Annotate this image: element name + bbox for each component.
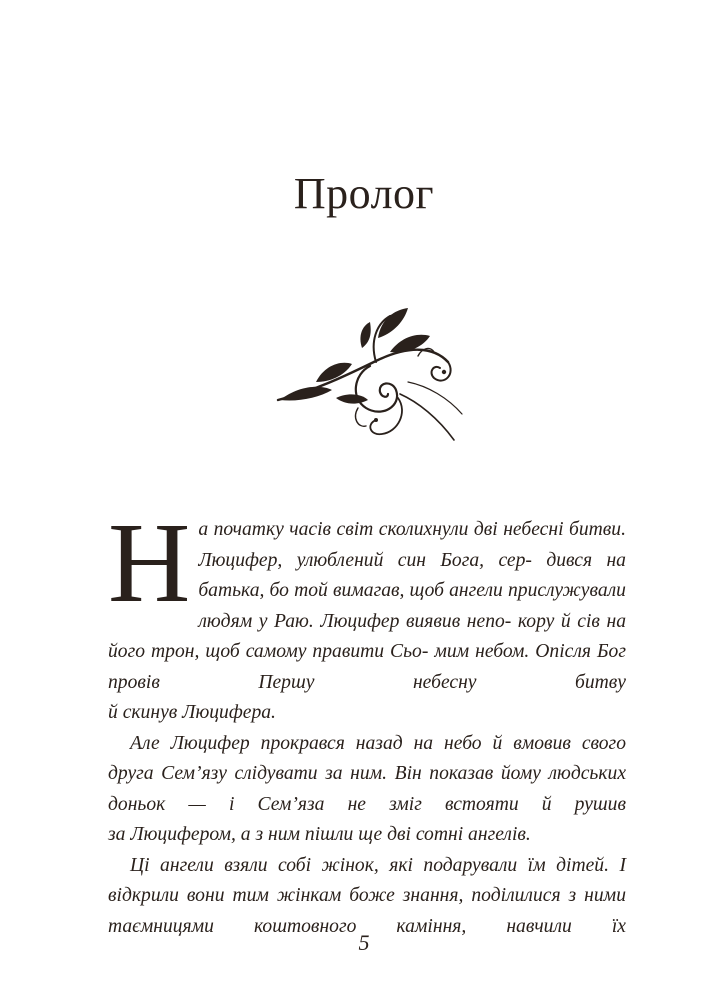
drop-cap: Н <box>108 499 191 626</box>
text-line: свого друга Сем’язу слідувати за ним. Він показав йому <box>108 732 626 784</box>
text-line: людських доньок — і Сем’яза не зміг встояти й рушив <box>108 763 627 815</box>
text-line: кору й сів на його трон, щоб самому правити Сьо- <box>108 610 627 662</box>
text-line: битви. Люцифер, улюблений син Бога, сер- <box>198 519 626 571</box>
text-line: прислужували людям у Раю. Люцифер виявив непо- <box>198 580 626 632</box>
text-line: а початку часів світ сколихнули дві небесні <box>198 519 564 540</box>
text-line: Ці ангели взяли собі жінок, які подарували їм дітей. <box>130 854 609 876</box>
prologue-text <box>108 499 627 942</box>
text-line: дився на батька, бо той вимагав, щоб ангели <box>198 549 626 601</box>
floral-flourish-icon <box>258 302 478 452</box>
paragraph-1 <box>108 499 627 698</box>
chapter-title: Пролог <box>293 169 435 218</box>
text-line: з ними таємницями коштовного каміння, навчили їх <box>108 885 626 937</box>
paragraph-3 <box>108 851 626 943</box>
paragraph-1-end <box>108 698 626 729</box>
text-line: й скинув Люцифера. <box>108 702 276 723</box>
paragraph-2-end <box>108 820 626 851</box>
text-line: за Люцифером, а з ним пішли ще дві сотні ангелів. <box>108 824 531 845</box>
text-line: Але Люцифер прокрався назад на небо й вмовив <box>130 732 571 754</box>
page-number: 5 <box>358 930 370 955</box>
paragraph-2 <box>108 729 626 821</box>
text-line: мим небом. Опісля Бог провів Першу небесну битву <box>108 641 626 693</box>
text-line: І відкрили вони тим жінкам боже знання, поділилися <box>108 854 626 906</box>
